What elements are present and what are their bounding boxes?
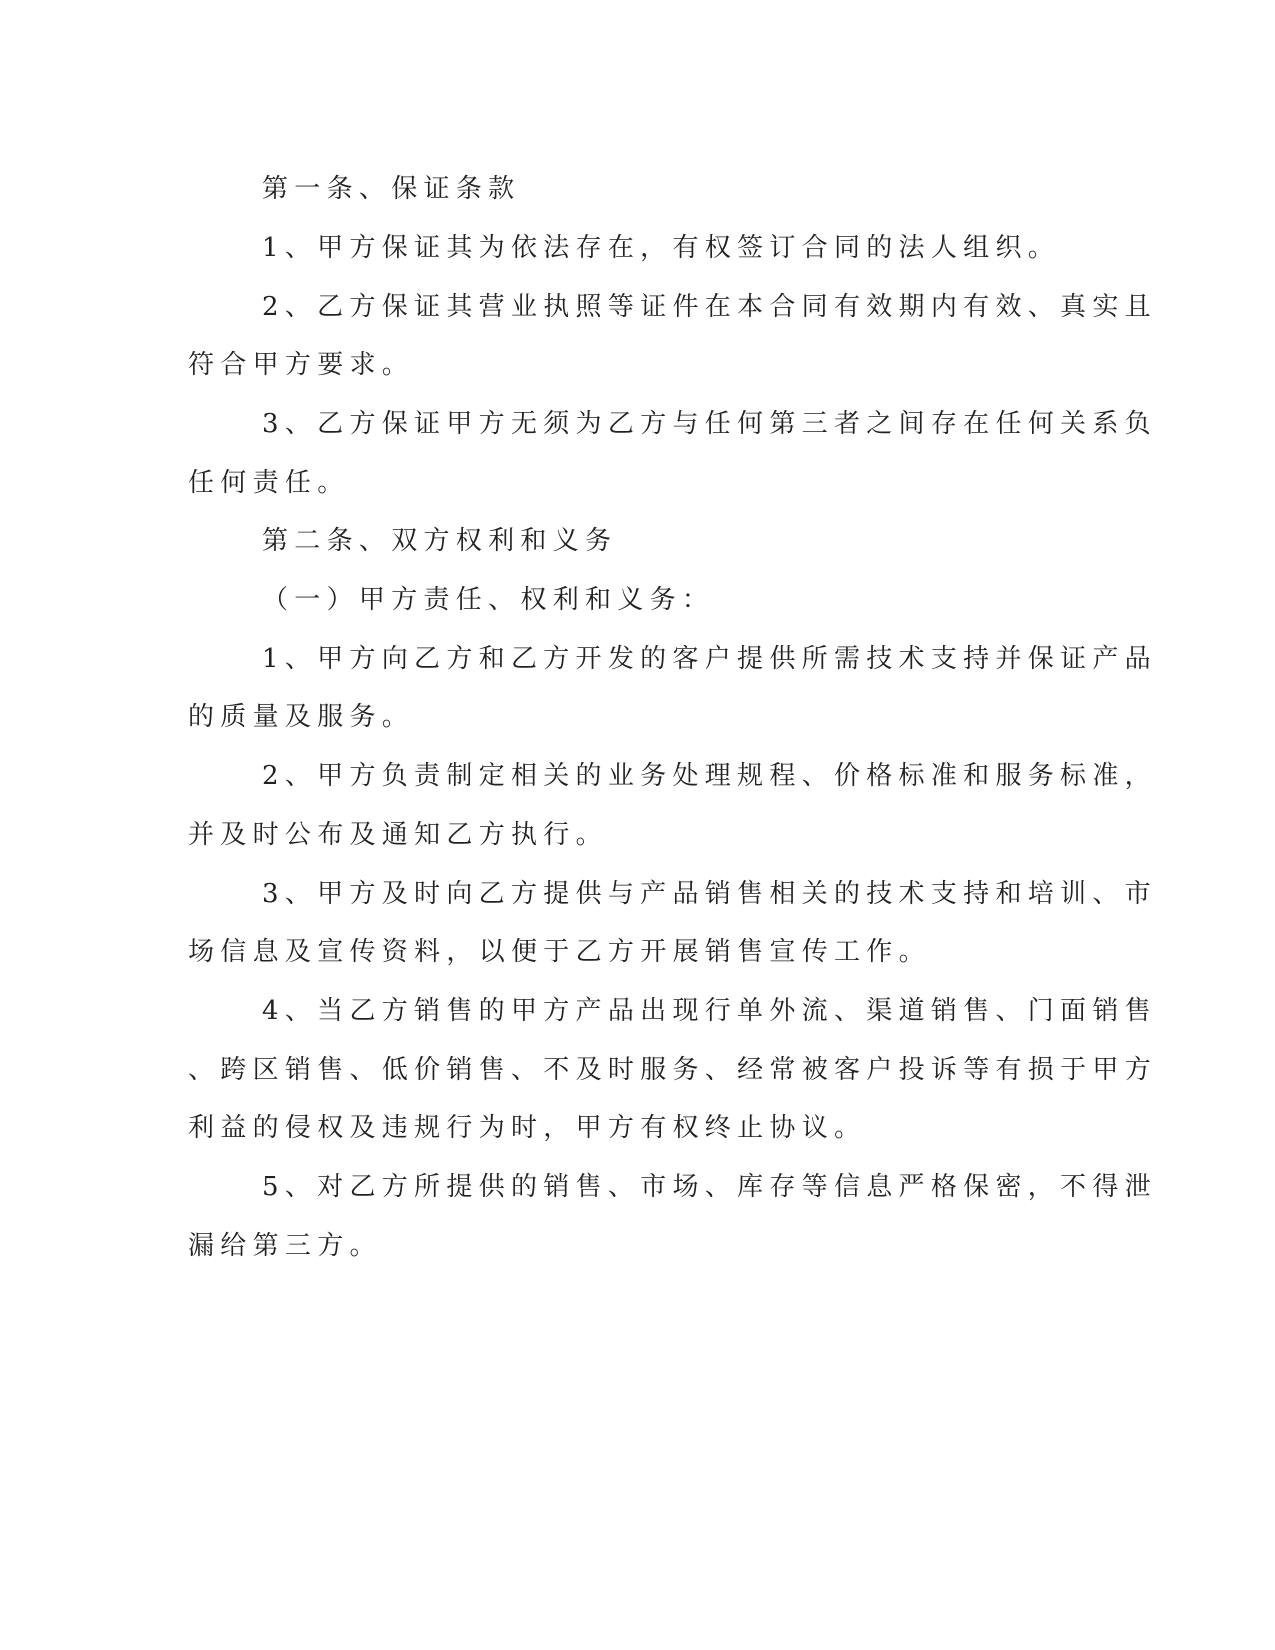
article-1-clause-2-cont: 符合甲方要求。 [188, 350, 415, 380]
article-2-clause-2-cont: 并及时公布及通知乙方执行。 [188, 820, 608, 850]
article-2-clause-4-cont-1: 、跨区销售、低价销售、不及时服务、经常被客户投诉等有损于甲方 [188, 1055, 1158, 1085]
article-2-clause-5: 5、对乙方所提供的销售、市场、库存等信息严格保密，不得泄 [262, 1172, 1157, 1202]
article-2-clause-3: 3、甲方及时向乙方提供与产品销售相关的技术支持和培训、市 [262, 879, 1157, 909]
article-1-clause-1: 1、甲方保证其为依法存在，有权签订合同的法人组织。 [262, 233, 1061, 263]
article-2-clause-3-cont: 场信息及宣传资料，以便于乙方开展销售宣传工作。 [188, 937, 931, 967]
article-2-clause-1-cont: 的质量及服务。 [188, 702, 415, 732]
article-1-clause-2: 2、乙方保证其营业执照等证件在本合同有效期内有效、真实且 [262, 292, 1157, 322]
article-2-clause-4-cont-2: 利益的侵权及违规行为时，甲方有权终止协议。 [188, 1113, 867, 1143]
article-2-clause-2: 2、甲方负责制定相关的业务处理规程、价格标准和服务标准， [262, 761, 1157, 791]
article-2-heading: 第二条、双方权利和义务 [262, 526, 618, 556]
article-2-clause-5-cont: 漏给第三方。 [188, 1231, 382, 1261]
article-2-section-1-heading: （一）甲方责任、权利和义务： [262, 585, 715, 615]
article-1-clause-3-cont: 任何责任。 [188, 468, 350, 498]
article-2-clause-4: 4、当乙方销售的甲方产品出现行单外流、渠道销售、门面销售 [262, 996, 1157, 1026]
article-1-heading: 第一条、保证条款 [262, 174, 521, 204]
article-1-clause-3: 3、乙方保证甲方无须为乙方与任何第三者之间存在任何关系负 [262, 409, 1157, 439]
article-2-clause-1: 1、甲方向乙方和乙方开发的客户提供所需技术支持并保证产品 [262, 644, 1157, 674]
